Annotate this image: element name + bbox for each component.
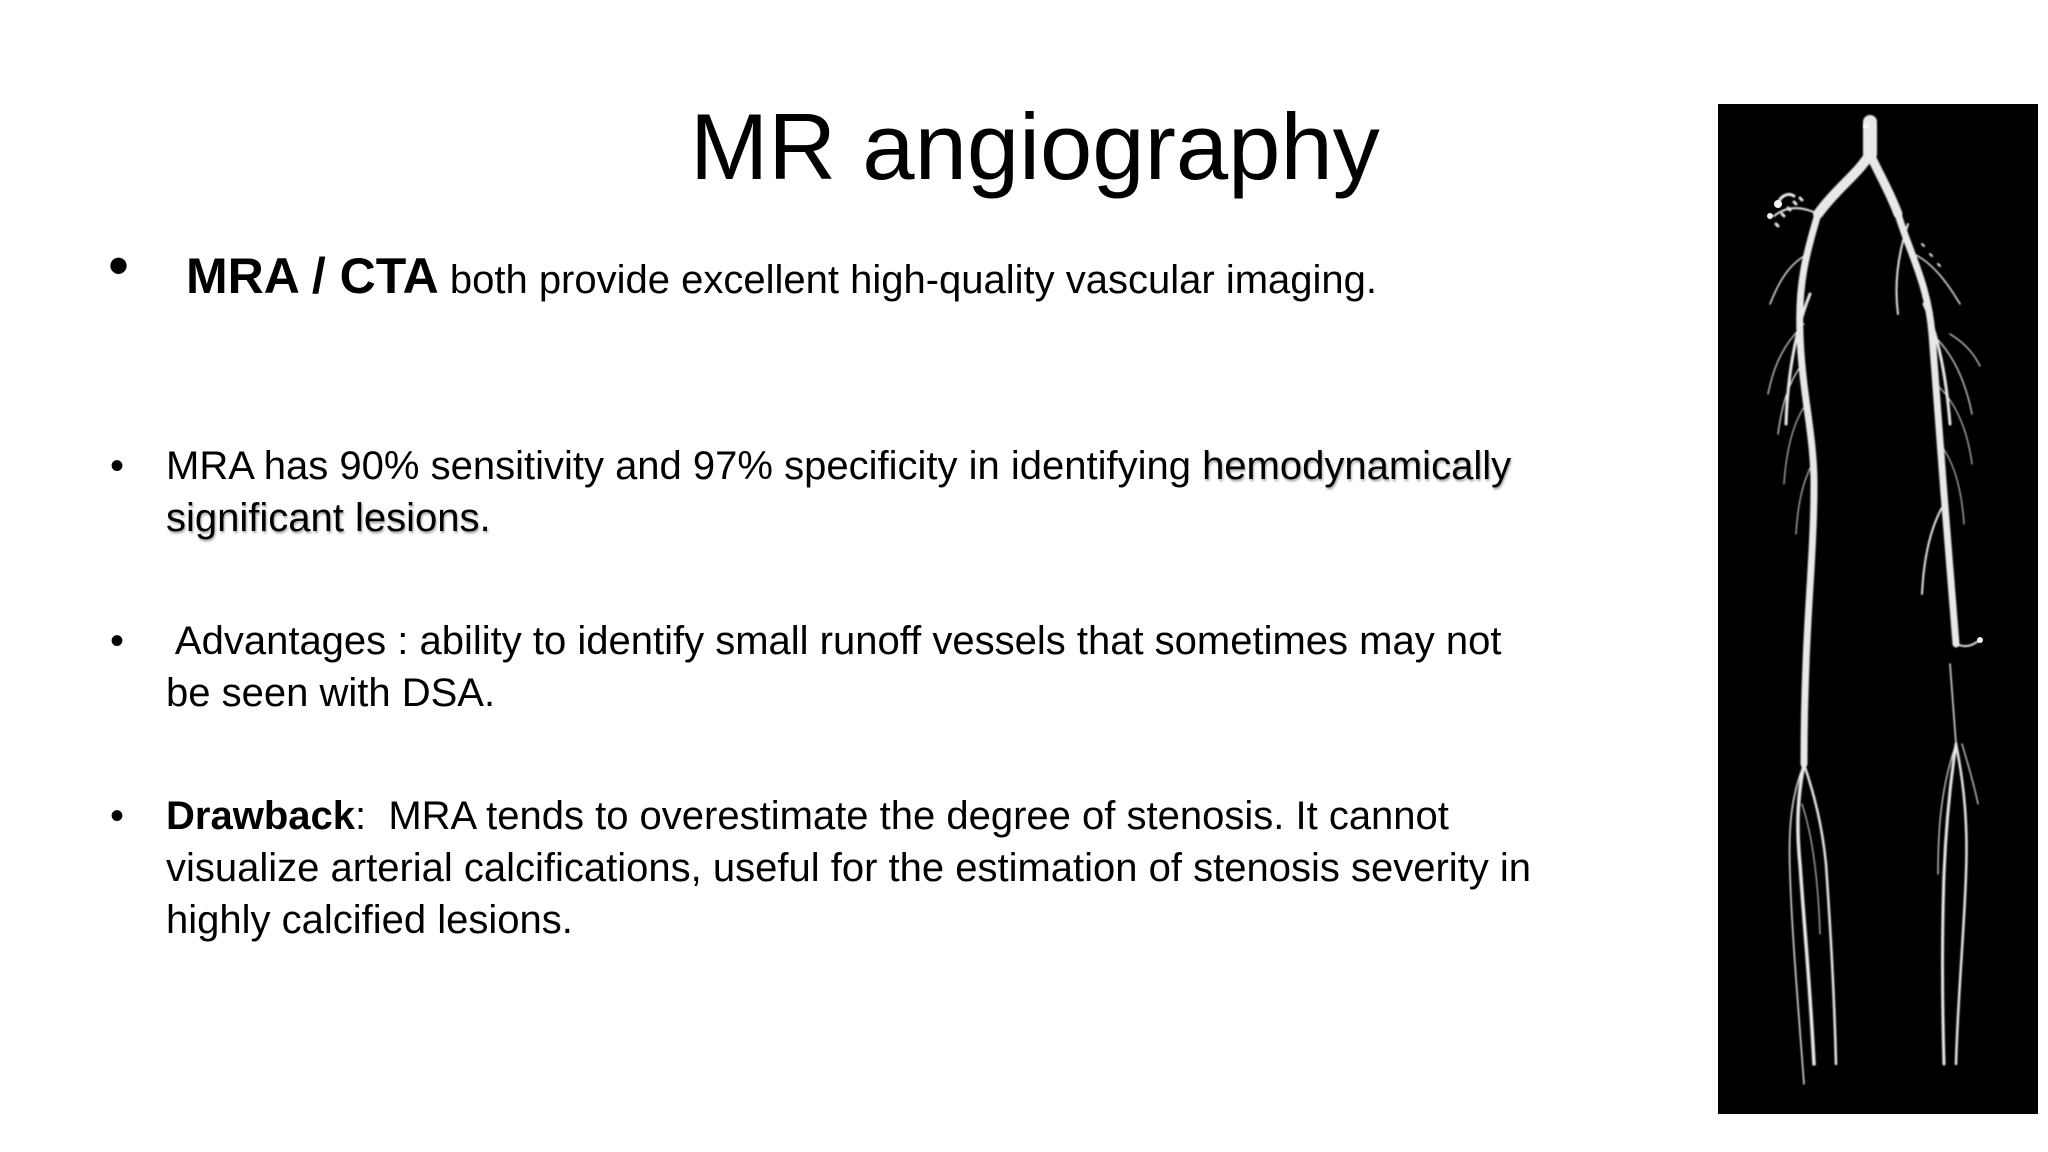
bullet-line: Advantages : ability to identify small runoff vessels that sometimes may not <box>166 619 1502 663</box>
bullet-line: significant lesions. <box>166 496 491 540</box>
bullet-line: be seen with DSA. <box>166 671 496 715</box>
bullet-line <box>166 440 1511 492</box>
bullet-marker: • <box>110 444 125 488</box>
lower-extremity-mr-angiogram <box>1718 104 2038 1114</box>
bullet-sensitivity <box>166 440 1511 544</box>
bullet-line <box>166 790 1531 842</box>
bullet-line: visualize arterial calcifications, useful for the estimation of stenosis severity in <box>166 846 1532 890</box>
bullet-lead: MRA / CTA <box>186 248 439 304</box>
bullet-line-text: : MRA tends to overestimate the degree of stenosis. It cannot <box>354 794 1449 838</box>
bullet-mra-cta <box>186 250 1377 306</box>
slide-title: MR angiography <box>690 94 1380 199</box>
bullet-lead: Drawback <box>166 794 355 838</box>
bullet-body: both provide excellent high-quality vascular imaging. <box>438 258 1378 302</box>
angiogram-illustration <box>1718 104 2038 1114</box>
bullet-line-emphasis: hemodynamically <box>1202 444 1512 488</box>
bullet-advantages <box>166 615 1501 719</box>
bullet-marker: • <box>110 794 125 838</box>
bullet-drawback <box>166 790 1531 946</box>
bullet-line: highly calcified lesions. <box>166 898 573 942</box>
bullet-line-text: MRA has 90% sensitivity and 97% specificity in identifying <box>166 444 1203 488</box>
bullet-marker: • <box>108 232 130 299</box>
bullet-marker: • <box>110 619 125 663</box>
